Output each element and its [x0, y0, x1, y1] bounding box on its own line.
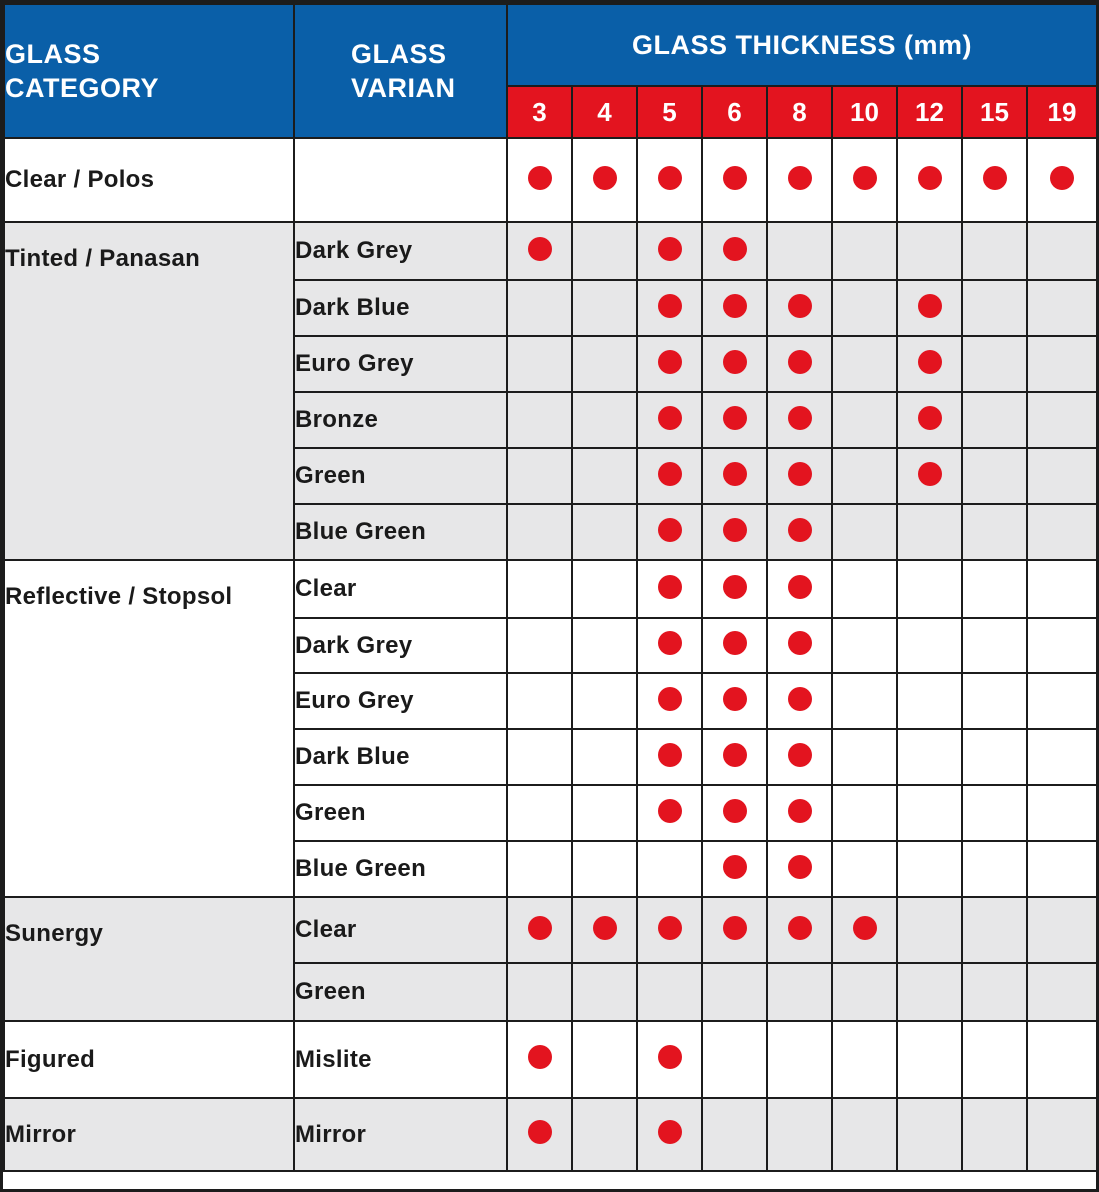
- available-dot-icon: [723, 687, 747, 711]
- availability-cell-6mm: [702, 138, 767, 222]
- availability-cell-4mm: [572, 280, 637, 336]
- availability-cell-12mm: [897, 963, 962, 1021]
- thickness-3mm-header: 3: [507, 86, 572, 138]
- availability-cell-19mm: [1027, 504, 1097, 560]
- varian-header-line1: GLASS: [351, 39, 447, 69]
- thickness-10mm-header: 10: [832, 86, 897, 138]
- availability-cell-8mm: [767, 1021, 832, 1098]
- table-row: [4, 138, 1097, 222]
- availability-cell-4mm: [572, 1098, 637, 1171]
- availability-cell-19mm: [1027, 560, 1097, 618]
- thickness-4mm-header: 4: [572, 86, 637, 138]
- available-dot-icon: [658, 743, 682, 767]
- variant-reflective-0: Clear: [294, 560, 507, 618]
- availability-cell-6mm: [702, 504, 767, 560]
- availability-cell-6mm: [702, 560, 767, 618]
- category-header-line2: CATEGORY: [5, 73, 160, 103]
- thickness-12mm-header: 12: [897, 86, 962, 138]
- availability-cell-12mm: [897, 336, 962, 392]
- availability-cell-6mm: [702, 963, 767, 1021]
- availability-cell-5mm: [637, 785, 702, 841]
- availability-cell-5mm: [637, 1098, 702, 1171]
- availability-cell-15mm: [962, 280, 1027, 336]
- availability-cell-6mm: [702, 729, 767, 785]
- thickness-15mm-header: 15: [962, 86, 1027, 138]
- available-dot-icon: [658, 687, 682, 711]
- availability-cell-3mm: [507, 222, 572, 280]
- availability-cell-12mm: [897, 504, 962, 560]
- available-dot-icon: [658, 166, 682, 190]
- thickness-19mm-header: 19: [1027, 86, 1097, 138]
- availability-cell-6mm: [702, 841, 767, 897]
- available-dot-icon: [658, 350, 682, 374]
- availability-cell-8mm: [767, 222, 832, 280]
- availability-cell-10mm: [832, 1021, 897, 1098]
- available-dot-icon: [658, 462, 682, 486]
- available-dot-icon: [593, 166, 617, 190]
- availability-cell-3mm: [507, 1021, 572, 1098]
- availability-cell-5mm: [637, 222, 702, 280]
- availability-cell-15mm: [962, 392, 1027, 448]
- available-dot-icon: [788, 518, 812, 542]
- availability-cell-15mm: [962, 963, 1027, 1021]
- availability-cell-10mm: [832, 222, 897, 280]
- varian-header-line2: VARIAN: [351, 73, 456, 103]
- availability-cell-12mm: [897, 729, 962, 785]
- table-row: [4, 1021, 1097, 1098]
- availability-cell-19mm: [1027, 618, 1097, 673]
- availability-cell-10mm: [832, 841, 897, 897]
- available-dot-icon: [918, 462, 942, 486]
- available-dot-icon: [723, 237, 747, 261]
- availability-cell-6mm: [702, 448, 767, 504]
- thickness-6mm-header: 6: [702, 86, 767, 138]
- availability-cell-19mm: [1027, 1021, 1097, 1098]
- available-dot-icon: [723, 166, 747, 190]
- variant-figured-0: Mislite: [294, 1021, 507, 1098]
- availability-cell-3mm: [507, 1098, 572, 1171]
- availability-cell-15mm: [962, 1098, 1027, 1171]
- availability-cell-19mm: [1027, 280, 1097, 336]
- available-dot-icon: [528, 1120, 552, 1144]
- availability-cell-5mm: [637, 138, 702, 222]
- available-dot-icon: [853, 916, 877, 940]
- variant-sunergy-1: Green: [294, 963, 507, 1021]
- availability-cell-8mm: [767, 1098, 832, 1171]
- available-dot-icon: [658, 406, 682, 430]
- availability-cell-3mm: [507, 785, 572, 841]
- availability-cell-4mm: [572, 504, 637, 560]
- availability-cell-19mm: [1027, 841, 1097, 897]
- availability-cell-6mm: [702, 336, 767, 392]
- availability-cell-5mm: [637, 336, 702, 392]
- availability-cell-15mm: [962, 336, 1027, 392]
- available-dot-icon: [723, 406, 747, 430]
- availability-cell-10mm: [832, 448, 897, 504]
- availability-cell-10mm: [832, 618, 897, 673]
- availability-cell-8mm: [767, 560, 832, 618]
- availability-cell-15mm: [962, 1021, 1027, 1098]
- availability-cell-3mm: [507, 138, 572, 222]
- category-figured: Figured: [4, 1021, 294, 1098]
- category-mirror: Mirror: [4, 1098, 294, 1171]
- availability-cell-12mm: [897, 138, 962, 222]
- variant-tinted-1: Dark Blue: [294, 280, 507, 336]
- availability-cell-8mm: [767, 673, 832, 729]
- available-dot-icon: [658, 575, 682, 599]
- available-dot-icon: [918, 350, 942, 374]
- category-header-line1: GLASS: [5, 39, 101, 69]
- availability-cell-5mm: [637, 392, 702, 448]
- available-dot-icon: [528, 237, 552, 261]
- availability-cell-3mm: [507, 504, 572, 560]
- variant-mirror-0: Mirror: [294, 1098, 507, 1171]
- availability-cell-12mm: [897, 673, 962, 729]
- available-dot-icon: [788, 743, 812, 767]
- available-dot-icon: [788, 406, 812, 430]
- available-dot-icon: [723, 631, 747, 655]
- availability-cell-5mm: [637, 618, 702, 673]
- availability-cell-8mm: [767, 504, 832, 560]
- availability-cell-12mm: [897, 1098, 962, 1171]
- availability-cell-8mm: [767, 897, 832, 963]
- availability-cell-4mm: [572, 138, 637, 222]
- availability-cell-8mm: [767, 618, 832, 673]
- availability-cell-15mm: [962, 729, 1027, 785]
- availability-cell-19mm: [1027, 392, 1097, 448]
- availability-cell-4mm: [572, 618, 637, 673]
- availability-cell-15mm: [962, 673, 1027, 729]
- available-dot-icon: [723, 575, 747, 599]
- available-dot-icon: [658, 1045, 682, 1069]
- table-row: [4, 897, 1097, 963]
- availability-cell-15mm: [962, 785, 1027, 841]
- availability-cell-12mm: [897, 392, 962, 448]
- availability-cell-10mm: [832, 785, 897, 841]
- availability-cell-10mm: [832, 280, 897, 336]
- availability-cell-4mm: [572, 841, 637, 897]
- availability-cell-3mm: [507, 673, 572, 729]
- available-dot-icon: [788, 799, 812, 823]
- availability-cell-10mm: [832, 897, 897, 963]
- availability-cell-12mm: [897, 222, 962, 280]
- category-reflective: Reflective / Stopsol: [4, 560, 294, 897]
- table-row: [4, 1098, 1097, 1171]
- availability-cell-4mm: [572, 729, 637, 785]
- availability-cell-6mm: [702, 673, 767, 729]
- availability-cell-8mm: [767, 280, 832, 336]
- availability-cell-4mm: [572, 963, 637, 1021]
- availability-cell-6mm: [702, 1098, 767, 1171]
- availability-cell-10mm: [832, 673, 897, 729]
- availability-cell-4mm: [572, 448, 637, 504]
- available-dot-icon: [788, 462, 812, 486]
- availability-cell-10mm: [832, 1098, 897, 1171]
- variant-tinted-3: Bronze: [294, 392, 507, 448]
- availability-cell-6mm: [702, 280, 767, 336]
- availability-cell-5mm: [637, 504, 702, 560]
- availability-cell-6mm: [702, 222, 767, 280]
- variant-clear-0: [294, 138, 507, 222]
- availability-cell-8mm: [767, 448, 832, 504]
- availability-cell-12mm: [897, 448, 962, 504]
- variant-sunergy-0: Clear: [294, 897, 507, 963]
- available-dot-icon: [788, 166, 812, 190]
- variant-reflective-2: Euro Grey: [294, 673, 507, 729]
- availability-cell-3mm: [507, 729, 572, 785]
- availability-cell-12mm: [897, 1021, 962, 1098]
- available-dot-icon: [788, 575, 812, 599]
- available-dot-icon: [723, 350, 747, 374]
- glass-thickness-table: [3, 3, 1098, 1172]
- availability-cell-5mm: [637, 1021, 702, 1098]
- availability-cell-15mm: [962, 560, 1027, 618]
- glass-varian-header: [294, 4, 507, 138]
- available-dot-icon: [723, 518, 747, 542]
- availability-cell-10mm: [832, 392, 897, 448]
- availability-cell-15mm: [962, 448, 1027, 504]
- availability-cell-4mm: [572, 560, 637, 618]
- variant-reflective-1: Dark Grey: [294, 618, 507, 673]
- availability-cell-8mm: [767, 785, 832, 841]
- available-dot-icon: [528, 166, 552, 190]
- table-row: [4, 222, 1097, 280]
- variant-tinted-4: Green: [294, 448, 507, 504]
- available-dot-icon: [723, 462, 747, 486]
- glass-category-header: [4, 4, 294, 138]
- availability-cell-3mm: [507, 963, 572, 1021]
- availability-cell-4mm: [572, 392, 637, 448]
- availability-cell-19mm: [1027, 729, 1097, 785]
- availability-cell-6mm: [702, 1021, 767, 1098]
- availability-cell-19mm: [1027, 785, 1097, 841]
- availability-cell-5mm: [637, 841, 702, 897]
- available-dot-icon: [658, 1120, 682, 1144]
- availability-cell-19mm: [1027, 222, 1097, 280]
- availability-cell-12mm: [897, 785, 962, 841]
- availability-cell-8mm: [767, 138, 832, 222]
- availability-cell-15mm: [962, 897, 1027, 963]
- variant-tinted-5: Blue Green: [294, 504, 507, 560]
- availability-cell-19mm: [1027, 448, 1097, 504]
- thickness-5mm-header: 5: [637, 86, 702, 138]
- availability-cell-10mm: [832, 138, 897, 222]
- available-dot-icon: [788, 631, 812, 655]
- thickness-8mm-header: 8: [767, 86, 832, 138]
- availability-cell-19mm: [1027, 336, 1097, 392]
- availability-cell-8mm: [767, 841, 832, 897]
- availability-cell-8mm: [767, 392, 832, 448]
- availability-cell-15mm: [962, 222, 1027, 280]
- availability-cell-4mm: [572, 897, 637, 963]
- availability-cell-6mm: [702, 785, 767, 841]
- available-dot-icon: [853, 166, 877, 190]
- available-dot-icon: [658, 294, 682, 318]
- available-dot-icon: [658, 237, 682, 261]
- availability-cell-6mm: [702, 392, 767, 448]
- availability-cell-12mm: [897, 280, 962, 336]
- availability-cell-3mm: [507, 841, 572, 897]
- availability-cell-3mm: [507, 448, 572, 504]
- available-dot-icon: [528, 1045, 552, 1069]
- availability-cell-3mm: [507, 897, 572, 963]
- availability-cell-3mm: [507, 336, 572, 392]
- variant-tinted-2: Euro Grey: [294, 336, 507, 392]
- availability-cell-12mm: [897, 560, 962, 618]
- availability-cell-5mm: [637, 963, 702, 1021]
- availability-cell-19mm: [1027, 963, 1097, 1021]
- available-dot-icon: [723, 743, 747, 767]
- availability-cell-3mm: [507, 560, 572, 618]
- availability-cell-19mm: [1027, 897, 1097, 963]
- availability-cell-5mm: [637, 729, 702, 785]
- availability-cell-19mm: [1027, 1098, 1097, 1171]
- availability-cell-5mm: [637, 448, 702, 504]
- available-dot-icon: [658, 631, 682, 655]
- available-dot-icon: [983, 166, 1007, 190]
- available-dot-icon: [593, 916, 617, 940]
- available-dot-icon: [723, 855, 747, 879]
- available-dot-icon: [658, 799, 682, 823]
- category-clear: Clear / Polos: [4, 138, 294, 222]
- availability-cell-15mm: [962, 504, 1027, 560]
- availability-cell-5mm: [637, 897, 702, 963]
- availability-cell-3mm: [507, 392, 572, 448]
- availability-cell-5mm: [637, 280, 702, 336]
- availability-cell-8mm: [767, 336, 832, 392]
- availability-cell-15mm: [962, 618, 1027, 673]
- availability-cell-6mm: [702, 897, 767, 963]
- available-dot-icon: [1050, 166, 1074, 190]
- availability-cell-8mm: [767, 729, 832, 785]
- availability-cell-12mm: [897, 841, 962, 897]
- available-dot-icon: [788, 916, 812, 940]
- category-tinted: Tinted / Panasan: [4, 222, 294, 560]
- availability-cell-10mm: [832, 560, 897, 618]
- available-dot-icon: [658, 518, 682, 542]
- available-dot-icon: [658, 916, 682, 940]
- availability-cell-3mm: [507, 280, 572, 336]
- availability-cell-12mm: [897, 897, 962, 963]
- availability-cell-19mm: [1027, 673, 1097, 729]
- available-dot-icon: [918, 294, 942, 318]
- available-dot-icon: [918, 406, 942, 430]
- availability-cell-8mm: [767, 963, 832, 1021]
- available-dot-icon: [918, 166, 942, 190]
- availability-cell-10mm: [832, 963, 897, 1021]
- availability-cell-4mm: [572, 222, 637, 280]
- available-dot-icon: [723, 799, 747, 823]
- availability-cell-10mm: [832, 504, 897, 560]
- availability-cell-4mm: [572, 673, 637, 729]
- availability-cell-10mm: [832, 336, 897, 392]
- variant-reflective-3: Dark Blue: [294, 729, 507, 785]
- availability-cell-5mm: [637, 560, 702, 618]
- available-dot-icon: [788, 855, 812, 879]
- availability-cell-19mm: [1027, 138, 1097, 222]
- variant-reflective-4: Green: [294, 785, 507, 841]
- variant-tinted-0: Dark Grey: [294, 222, 507, 280]
- variant-reflective-5: Blue Green: [294, 841, 507, 897]
- available-dot-icon: [528, 916, 552, 940]
- category-sunergy: Sunergy: [4, 897, 294, 1021]
- availability-cell-12mm: [897, 618, 962, 673]
- availability-cell-5mm: [637, 673, 702, 729]
- availability-cell-4mm: [572, 336, 637, 392]
- available-dot-icon: [788, 687, 812, 711]
- availability-cell-4mm: [572, 1021, 637, 1098]
- available-dot-icon: [723, 294, 747, 318]
- availability-cell-10mm: [832, 729, 897, 785]
- availability-cell-6mm: [702, 618, 767, 673]
- availability-cell-4mm: [572, 785, 637, 841]
- available-dot-icon: [723, 916, 747, 940]
- available-dot-icon: [788, 294, 812, 318]
- availability-cell-15mm: [962, 138, 1027, 222]
- glass-thickness-header: GLASS THICKNESS (mm): [507, 4, 1097, 86]
- availability-cell-15mm: [962, 841, 1027, 897]
- available-dot-icon: [788, 350, 812, 374]
- table-row: [4, 560, 1097, 618]
- availability-cell-3mm: [507, 618, 572, 673]
